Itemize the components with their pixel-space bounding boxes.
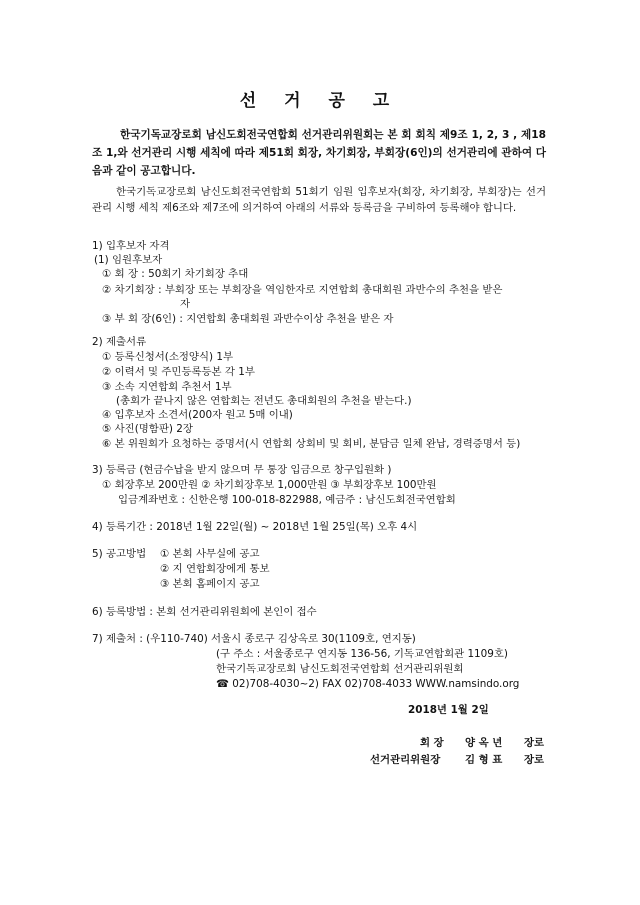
committee-name: 김 형 표 [465,754,503,766]
section-4-heading: 4) 등록기간 : 2018년 1월 22일(월) ~ 2018년 1월 25일(목) 오후 4시 [92,521,418,533]
section-1-heading: 1) 입후보자 자격 [92,240,170,252]
page-title: 선 거 공 고 [239,91,401,111]
section-1-item: ③ 부 회 장(6인) : 지연합회 총대회원 과반수이상 추천을 받은 자 [102,313,394,325]
section-2-item: ③ 소속 지연합회 추천서 1부 [102,381,232,393]
document-date: 2018년 1월 2일 [408,704,489,716]
chair-suffix: 장로 [524,737,545,749]
section-1-item-continued: 자 [180,298,191,310]
section-2-item: ② 이력서 및 주민등록등본 각 1부 [102,366,255,378]
contact-info: 02)708-4030~2) FAX 02)708-4033 WWW.namsindo.org [232,678,520,690]
phone-icon: ☎ [216,678,229,690]
section-1-sub: (1) 임원후보자 [94,254,163,266]
committee-title: 선거관리위원장 [370,754,441,766]
intro-paragraph: 한국기독교장로회 남신도회전국연합회 선거관리위원회는 본 회 회칙 제9조 1, 2, 3 , 제18조 1,와 선거관리 시행 세칙에 따라 제51회 회장, 차기회장, 부회장(6인)의 선거관리에 관하여 다음과 같이 공고합니다. [92,129,546,177]
section-7-heading: 7) 제출처 : (우110-740) 서울시 종로구 김상옥로 30(1109호, 연지동) [92,633,416,645]
committee-suffix: 장로 [524,754,545,766]
body-paragraph: 한국기독교장로회 남신도회전국연합회 51회기 임원 입후보자(회장, 차기회장, 부회장)는 선거관리 시행 세칙 제6조와 제7조에 의거하여 아래의 서류와 등록금을 구비하여 등록해야 합니다. [92,186,546,214]
section-1-item: ② 차기회장 : 부회장 또는 부회장을 역임한자로 지연합회 총대회원 과반수의 추천을 받은 [102,284,503,296]
section-5-item: ③ 본회 홈페이지 공고 [160,578,260,590]
section-5-heading: 5) 공고방법 [92,548,147,560]
chair-title: 회 장 [420,737,444,749]
section-7-line: 한국기독교장로회 남신도회전국연합회 선거관리위원회 [216,663,464,675]
section-1-item: ① 회 장 : 50회기 차기회장 추대 [102,268,249,280]
section-2-note: (총회가 끝나지 않은 연합회는 전년도 총대회원의 추천을 받는다.) [116,395,412,407]
section-2-item: ⑥ 본 위원회가 요청하는 증명서(시 연합회 상회비 및 회비, 분담금 일체 완납, 경력증명서 등) [102,438,521,450]
section-2-heading: 2) 제출서류 [92,336,147,348]
section-7-contact [216,678,519,692]
section-2-item: ⑤ 사진(명함판) 2장 [102,423,193,435]
section-3-account: 입금계좌번호 : 신한은행 100-018-822988, 예금주 : 남신도회전국연합회 [118,494,456,506]
section-6-heading: 6) 등록방법 : 본회 선거관리위원회에 본인이 접수 [92,606,317,618]
section-5-item: ② 지 연합회장에게 통보 [160,563,270,575]
section-2-item: ① 등록신청서(소정양식) 1부 [102,351,234,363]
section-3-heading: 3) 등록금 (현금수납을 받지 않으며 무 통장 입금으로 창구입원화 ) [92,464,392,476]
section-7-line: (구 주소 : 서울종로구 연지동 136-56, 기독교연합회관 1109호) [216,648,508,660]
section-3-fees: ① 회장후보 200만원 ② 차기회장후보 1,000만원 ③ 부회장후보 100만원 [102,479,437,491]
section-2-item: ④ 입후보자 소견서(200자 원고 5매 이내) [102,409,293,421]
section-5-item: ① 본회 사무실에 공고 [160,548,260,560]
chair-name: 양 옥 년 [465,737,503,749]
